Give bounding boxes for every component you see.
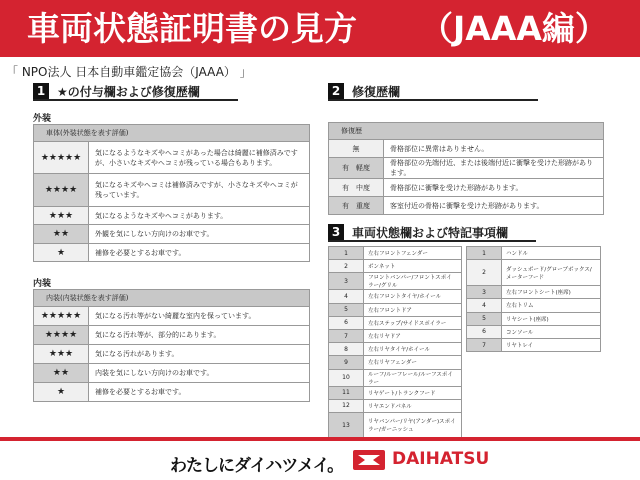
repair-level: 有 中度 xyxy=(329,179,384,197)
part-name: ハンドル xyxy=(502,247,601,260)
part-number: 9 xyxy=(329,356,364,369)
part-number: 12 xyxy=(329,399,364,412)
star-rating: ★★★★ xyxy=(34,174,89,207)
rating-description: 補修を必要とするお車です。 xyxy=(89,244,310,262)
table-row xyxy=(329,247,462,260)
rating-description: 気になるようなキズやヘコミがあります。 xyxy=(89,207,310,225)
part-name: 左右フロントフェンダー xyxy=(364,247,462,260)
table-row xyxy=(329,158,604,179)
table-row xyxy=(467,338,601,351)
repair-description: 骨格部位に衝撃を受けた形跡があります。 xyxy=(384,179,604,197)
part-name: 左右フロントタイヤ/ホイール xyxy=(364,290,462,303)
part-number: 3 xyxy=(329,273,364,290)
table-row xyxy=(329,303,462,316)
brand-name: DAIHATSU xyxy=(392,449,490,469)
part-name: 左右リヤフェンダー xyxy=(364,356,462,369)
part-name: リヤエンドパネル xyxy=(364,399,462,412)
star-rating: ★★★★★ xyxy=(34,142,89,174)
table-row xyxy=(467,299,601,312)
rating-description: 気になるようなキズやヘコミがあった場合は綺麗に補修済みですが、小さいなキズやヘコミが残っている場合もあります。 xyxy=(89,142,310,174)
part-name: リヤシート(座席) xyxy=(502,312,601,325)
repair-level: 有 軽度 xyxy=(329,158,384,179)
daihatsu-logo-icon xyxy=(353,450,385,470)
table-row xyxy=(34,207,310,225)
exterior-parts-table xyxy=(328,246,462,439)
table-header: 修復歴 xyxy=(329,123,604,140)
page-title: 車両状態証明書の見方 xyxy=(27,9,357,48)
rating-description: 外観を気にしない方向けのお車です。 xyxy=(89,225,310,244)
part-number: 4 xyxy=(467,299,502,312)
part-number: 4 xyxy=(329,290,364,303)
table-row xyxy=(329,369,462,386)
table-row xyxy=(329,179,604,197)
table-row xyxy=(34,174,310,207)
part-number: 2 xyxy=(329,260,364,273)
organization-name: 「 NPO法人 日本自動車鑑定協会（JAAA） 」 xyxy=(6,65,252,79)
part-number: 6 xyxy=(329,316,364,329)
table-row xyxy=(329,140,604,158)
part-number: 1 xyxy=(329,247,364,260)
rating-description: 気になる汚れ等がない綺麗な室内を保っています。 xyxy=(89,307,310,326)
part-name: ダッシュボード/グローブボックス/メーターフード xyxy=(502,260,601,286)
part-name: リヤバンパー/リヤ(アンダー)スポイラー/ガーニッシュ xyxy=(364,412,462,438)
table-row xyxy=(329,273,462,290)
table-row xyxy=(34,307,310,326)
table-row xyxy=(329,316,462,329)
part-name: ボンネット xyxy=(364,260,462,273)
part-name: 左右トリム xyxy=(502,299,601,312)
star-rating: ★★★ xyxy=(34,207,89,225)
table-row xyxy=(34,383,310,402)
table-row xyxy=(34,225,310,244)
divider xyxy=(0,437,640,441)
repair-level: 有 重度 xyxy=(329,197,384,215)
part-number: 5 xyxy=(467,312,502,325)
star-rating: ★ xyxy=(34,244,89,262)
part-name: 左右リヤタイヤ/ホイール xyxy=(364,343,462,356)
part-name: 左右フロントシート(座席) xyxy=(502,286,601,299)
table-row xyxy=(34,326,310,345)
part-name: コンソール xyxy=(502,325,601,338)
rating-description: 気になるキズやヘコミは補修済みですが、小さなキズやヘコミが残っています。 xyxy=(89,174,310,207)
part-number: 7 xyxy=(329,329,364,342)
rating-description: 気になる汚れ等が、部分的にあります。 xyxy=(89,326,310,345)
part-name: 左右ステップ/サイドスポイラー xyxy=(364,316,462,329)
part-name: ルーフ/ルーフレール/ルーフスポイラー xyxy=(364,369,462,386)
table-row xyxy=(329,329,462,342)
table-header: 内装(内装状態を表す評価) xyxy=(34,290,310,307)
table-row xyxy=(329,290,462,303)
part-name: 左右リヤドア xyxy=(364,329,462,342)
section3-heading: 3 車両状態欄および特記事項欄 xyxy=(328,224,536,242)
section2-heading: 2 修復歴欄 xyxy=(328,83,538,101)
star-rating: ★★★ xyxy=(34,345,89,364)
part-number: 7 xyxy=(467,338,502,351)
table-row xyxy=(329,356,462,369)
star-rating: ★★★★ xyxy=(34,326,89,345)
star-rating: ★★★★★ xyxy=(34,307,89,326)
star-rating: ★★ xyxy=(34,364,89,383)
table-row xyxy=(34,142,310,174)
table-row xyxy=(329,399,462,412)
star-rating: ★ xyxy=(34,383,89,402)
table-row xyxy=(329,197,604,215)
part-number: 13 xyxy=(329,412,364,438)
part-name: リヤトレイ xyxy=(502,338,601,351)
table-row xyxy=(467,325,601,338)
part-number: 3 xyxy=(467,286,502,299)
part-number: 11 xyxy=(329,386,364,399)
repair-level: 無 xyxy=(329,140,384,158)
part-name: リヤゲート/トランクフード xyxy=(364,386,462,399)
table-row xyxy=(467,247,601,260)
part-number: 10 xyxy=(329,369,364,386)
repair-history-table xyxy=(328,122,604,215)
part-number: 5 xyxy=(329,303,364,316)
part-number: 1 xyxy=(467,247,502,260)
section1-heading: 1 ★の付与欄および修復歴欄 xyxy=(33,83,238,101)
table-header: 車体(外装状態を表す評価) xyxy=(34,125,310,142)
page-header xyxy=(0,0,640,57)
slogan-logo: わたしにダイハツメイ。 xyxy=(170,456,344,476)
interior-rating-table xyxy=(33,289,310,402)
table-row xyxy=(329,386,462,399)
table-row xyxy=(329,260,462,273)
table-row xyxy=(329,412,462,438)
table-row xyxy=(329,343,462,356)
repair-description: 骨格部位の先端付近、または後端付近に衝撃を受けた形跡があります。 xyxy=(384,158,604,179)
table-row xyxy=(34,364,310,383)
exterior-rating-table xyxy=(33,124,310,262)
part-name: フロントバンパー/フロントスポイラー/グリル xyxy=(364,273,462,290)
repair-description: 骨格部位に異常はありません。 xyxy=(384,140,604,158)
exterior-label: 外装 xyxy=(33,114,52,124)
page-subtitle: （JAAA編） xyxy=(420,9,608,48)
repair-description: 客室付近の骨格に衝撃を受けた形跡があります。 xyxy=(384,197,604,215)
table-row xyxy=(467,286,601,299)
table-row xyxy=(467,260,601,286)
star-rating: ★★ xyxy=(34,225,89,244)
part-number: 2 xyxy=(467,260,502,286)
table-row xyxy=(34,244,310,262)
table-row xyxy=(467,312,601,325)
interior-parts-table xyxy=(466,246,601,352)
part-name: 左右フロントドア xyxy=(364,303,462,316)
rating-description: 補修を必要とするお車です。 xyxy=(89,383,310,402)
part-number: 6 xyxy=(467,325,502,338)
rating-description: 内装を気にしない方向けのお車です。 xyxy=(89,364,310,383)
part-number: 8 xyxy=(329,343,364,356)
interior-label: 内装 xyxy=(33,279,52,289)
rating-description: 気になる汚れがあります。 xyxy=(89,345,310,364)
table-row xyxy=(34,345,310,364)
